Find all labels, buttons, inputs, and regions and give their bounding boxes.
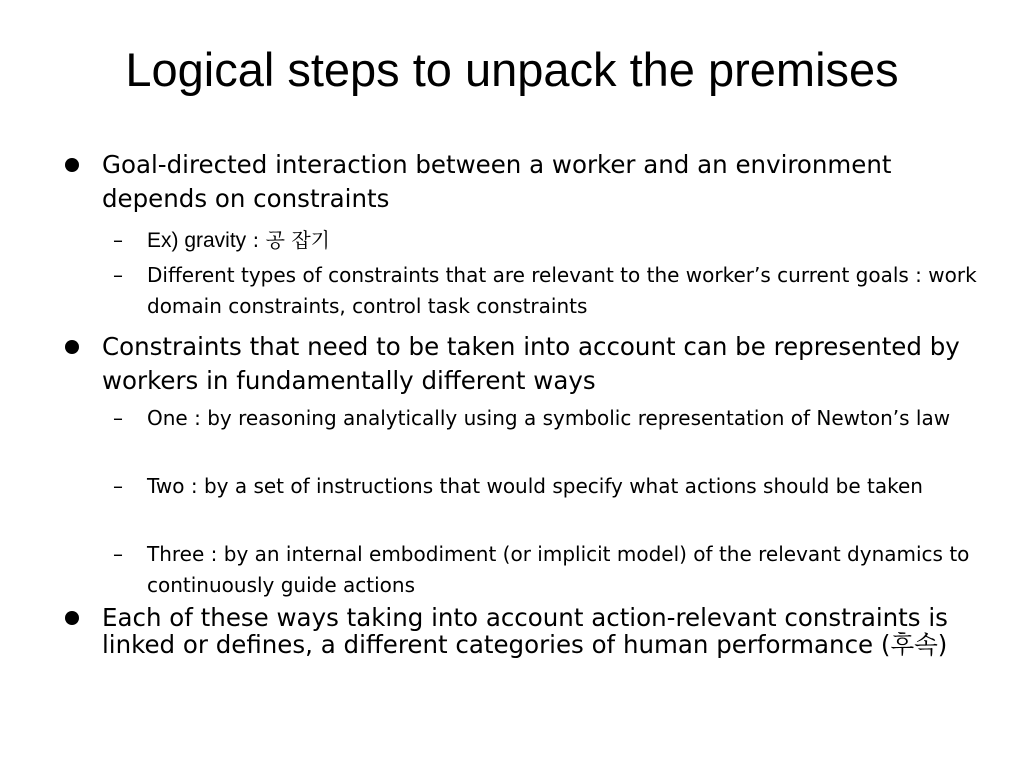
sub-item-prefix: Two (147, 474, 185, 498)
sub-item-2-3 (113, 539, 987, 601)
sub-item-text: : 공 잡기 (246, 228, 330, 252)
bullet-item-3 (102, 604, 982, 658)
sub-item-1-1 (113, 225, 987, 256)
sub-item-prefix: Ex) gravity (147, 229, 247, 252)
sub-item-2-2 (113, 471, 987, 502)
dash-icon: – (113, 263, 123, 287)
dash-icon: – (113, 474, 123, 498)
bullet-text: Goal-directed interaction between a worker and an environment depends on constraints (102, 150, 892, 213)
sub-item-prefix: One (147, 406, 188, 430)
bullet-text: Each of these ways taking into account action-relevant constraints is linked or defines, a different categories of human performance (후속) (102, 603, 948, 659)
bullet-item-1 (102, 148, 982, 216)
sub-item-text: Different types of constraints that are relevant to the worker’s current goals : work domain constraints, control task constraints (147, 263, 977, 318)
bullet-item-2 (102, 330, 982, 398)
dash-icon: – (113, 542, 123, 566)
sub-item-text: : by an internal embodiment (or implicit model) of the relevant dynamics to continuously guide actions (147, 542, 970, 597)
bullet-text: Constraints that need to be taken into account can be represented by workers in fundamentally different ways (102, 332, 960, 395)
sub-item-prefix: Three (147, 542, 205, 566)
bullet-dot-icon (65, 340, 79, 354)
bullet-dot-icon (65, 158, 79, 172)
bullet-dot-icon (65, 611, 79, 625)
sub-item-text: : by reasoning analytically using a symbolic representation of Newton’s law (187, 406, 951, 430)
dash-icon: – (113, 406, 123, 430)
sub-item-text: : by a set of instructions that would specify what actions should be taken (184, 474, 923, 498)
slide-title: Logical steps to unpack the premises (125, 43, 899, 96)
dash-icon: – (113, 228, 123, 252)
sub-item-2-1 (113, 403, 987, 434)
sub-item-1-2 (113, 260, 987, 322)
